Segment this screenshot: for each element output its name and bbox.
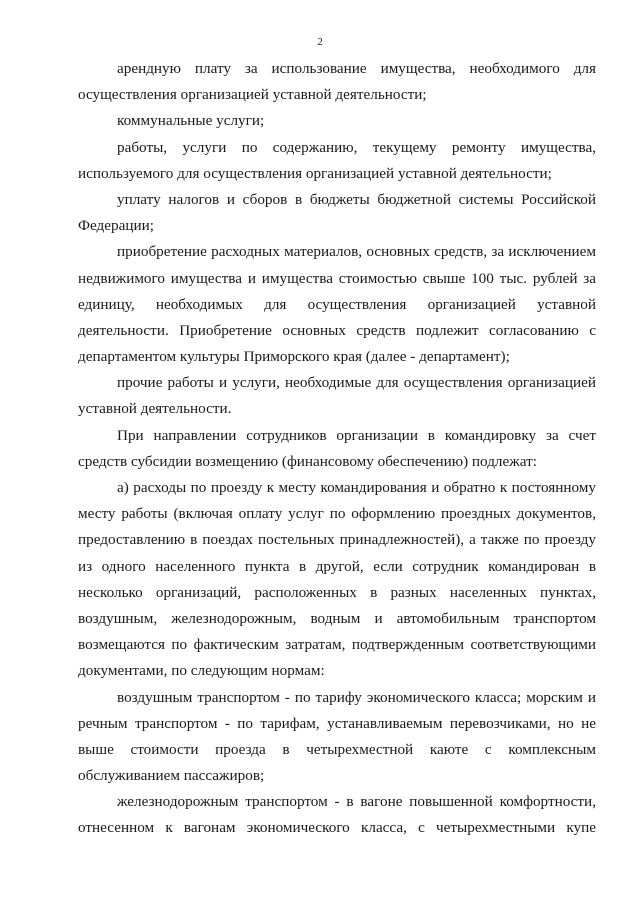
text-line: предоставлению в поездах постельных принадлежностей), а также по проезду bbox=[78, 531, 596, 549]
text-line: несколько организаций, расположенных в разных населенных пунктах, bbox=[78, 583, 596, 601]
page-number: 2 bbox=[317, 36, 323, 48]
text-line: уставной деятельности. bbox=[78, 400, 232, 418]
text-line: деятельности. Приобретение основных средств подлежит согласованию с bbox=[78, 321, 596, 339]
text-line: из одного населенного пункта в другой, если сотрудник командирован в bbox=[78, 557, 596, 575]
document-body bbox=[78, 56, 596, 842]
text-line: прочие работы и услуги, необходимые для осуществления организацией bbox=[117, 374, 596, 392]
text-line: средств субсидии возмещению (финансовому обеспечению) подлежат: bbox=[78, 452, 537, 470]
text-line: железнодорожным транспортом - в вагоне повышенной комфортности, bbox=[117, 793, 596, 811]
text-line: департаментом культуры Приморского края (далее - департамент); bbox=[78, 348, 510, 366]
text-line: месту работы (включая оплату услуг по оформлению проездных документов, bbox=[78, 505, 596, 523]
text-line: речным транспортом - по тарифам, устанавливаемым перевозчиками, но не bbox=[78, 714, 596, 732]
text-line: воздушным транспортом - по тарифу экономического класса; морским и bbox=[117, 688, 596, 706]
text-line: воздушным, железнодорожным, водным и автомобильным транспортом bbox=[78, 609, 596, 627]
text-line: Федерации; bbox=[78, 217, 154, 235]
text-line: а) расходы по проезду к месту командирования и обратно к постоянному bbox=[117, 479, 596, 496]
text-line: недвижимого имущества и имущества стоимостью свыше 100 тыс. рублей за bbox=[78, 269, 596, 287]
text-line: арендную плату за использование имущества, необходимого для bbox=[117, 60, 596, 77]
text-line: коммунальные услуги; bbox=[117, 112, 265, 130]
text-line: приобретение расходных материалов, основных средств, за исключением bbox=[117, 243, 596, 261]
text-line: выше стоимости проезда в четырехместной каюте с комплексным bbox=[78, 740, 596, 758]
text-line: используемого для осуществления организацией уставной деятельности; bbox=[78, 164, 552, 182]
text-line: работы, услуги по содержанию, текущему ремонту имущества, bbox=[117, 138, 596, 156]
text-line: отнесенном к вагонам экономического класса, с четырехместными купе bbox=[78, 819, 596, 837]
text-line: возмещаются по фактическим затратам, подтвержденным соответствующими bbox=[78, 636, 596, 654]
text-line: уплату налогов и сборов в бюджеты бюджетной системы Российской bbox=[117, 190, 596, 208]
text-line: осуществления организацией уставной деятельности; bbox=[78, 86, 427, 104]
text-line: обслуживанием пассажиров; bbox=[78, 767, 265, 785]
text-line: При направлении сотрудников организации в командировку за счет bbox=[117, 426, 596, 444]
text-line: единицу, необходимых для осуществления организацией уставной bbox=[78, 295, 596, 313]
text-line: документами, по следующим нормам: bbox=[78, 662, 325, 680]
